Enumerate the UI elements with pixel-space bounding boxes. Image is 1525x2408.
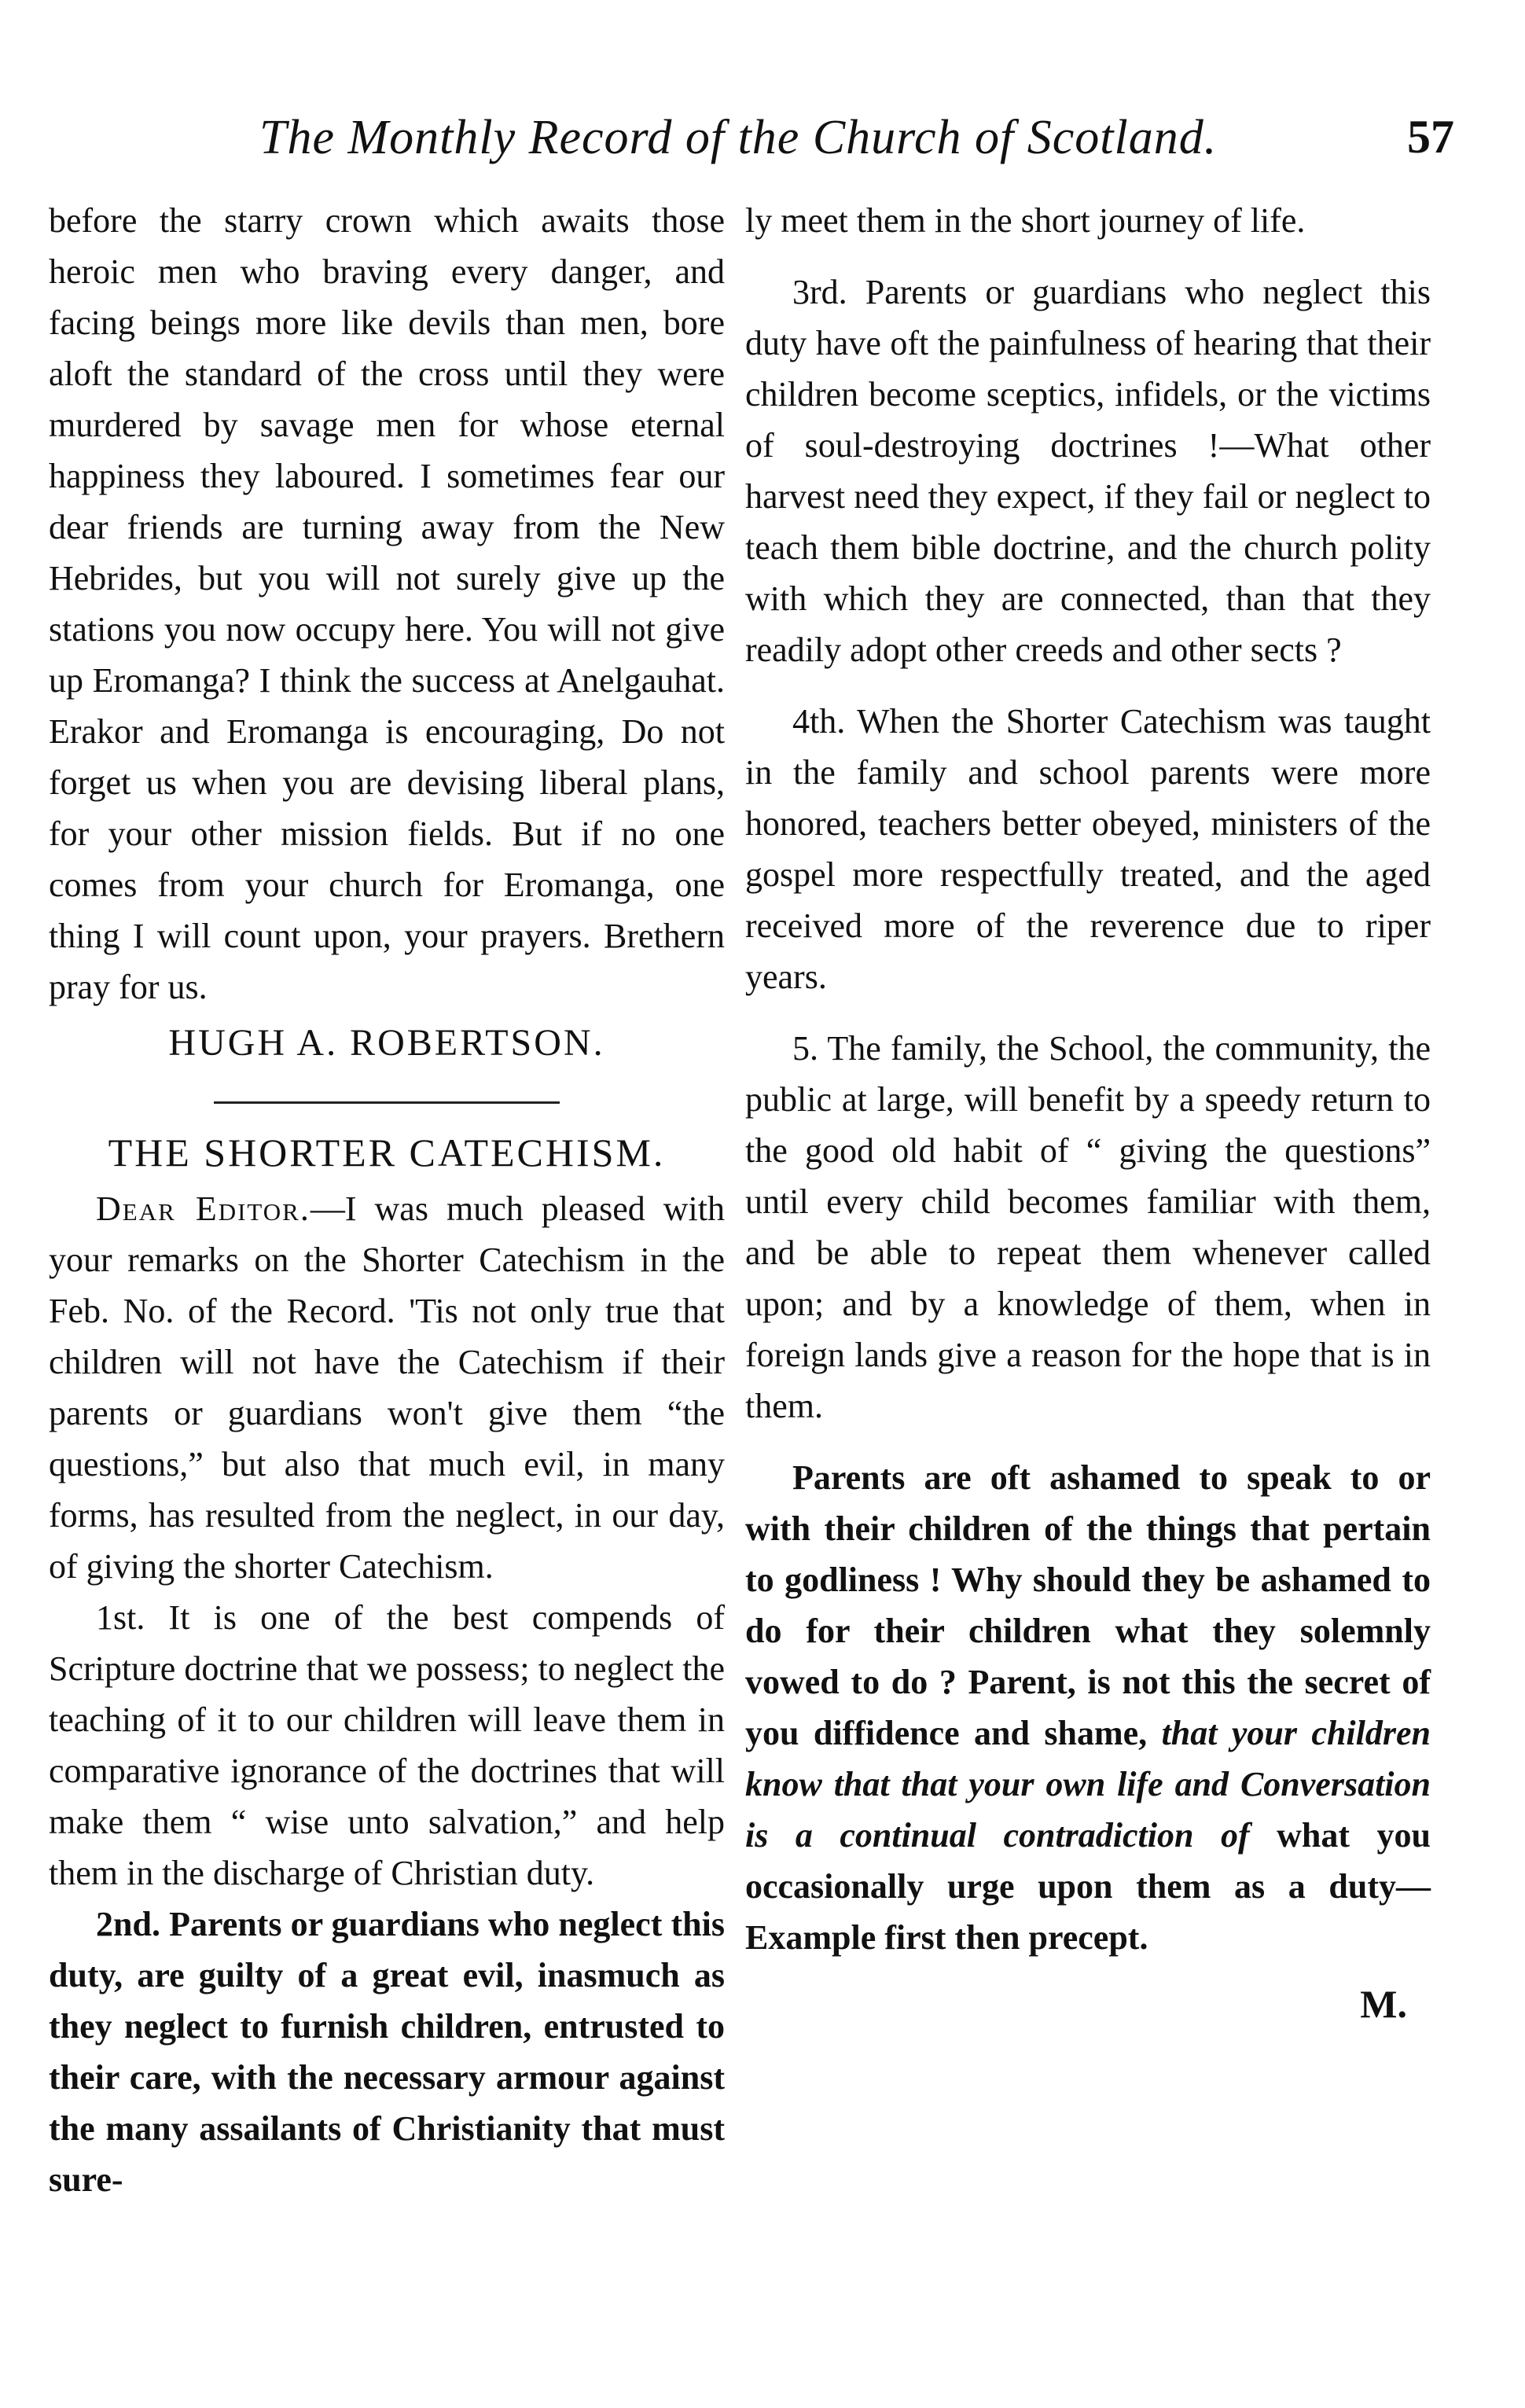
section-divider [214,1101,560,1104]
letter-signature: HUGH A. ROBERTSON. [168,1022,605,1064]
salutation: Dear Editor. [96,1189,311,1228]
intro-text: —I was much pleased with your remarks on the Shorter Catechism in the Feb. No. of the Record. 'Tis not only true that children will not have the Catechism if their parents or guardians won't give them “the questions,” but also that much evil, in many forms, has resulted from the neglect, in our day, of giving the shorter Catechism. [49,1189,725,1586]
point-first: 1st. It is one of the best compends of Scripture doctrine that we possess; to neglect the teaching of it to our children will leave them in comparative ignorance of the doctrines that will make them “ wise unto salvation,” and help them in the discharge of Christian duty. [49,1598,725,1892]
point-fifth: 5. The family, the School, the community, the public at large, will benefit by a speedy return to the good old habit of “ giving the questions” until every child becomes familiar with them, and be able to repeat them whenever called upon; and by a knowledge of them, when in foreign lands give a reason for the hope that is in them. [745,1029,1431,1425]
closing-emphasis: that your children know that that your own life and Conversation is a continual contradiction of [745,1714,1431,1855]
letter-ending: before the starry crown which awaits those heroic men who braving every danger, and facing beings more like devils than men, bore aloft the standard of the cross until they were murdered by savage men for whose eternal happiness they laboured. I sometimes fear our dear friends are turning away from the New Hebrides, but you will not surely give up the stations you now occupy here. You will not give up Eromanga? I think the success at Anelgauhat. Erakor and Eromanga is encouraging, Do not forget us when you are devising liberal plans, for your other mission fields. But if no one comes from your church for Eromanga, one thing I will count upon, your prayers. Brethern pray for us. [49,201,725,1006]
article-title: THE SHORTER CATECHISM. [108,1130,666,1175]
page-number: 57 [1407,111,1454,163]
left-column [49,195,725,2205]
point-third: 3rd. Parents or guardians who neglect this duty have oft the painfulness of hearing that their children become sceptics, infidels, or the victims of soul-destroying doctrines !—What other harvest need they expect, if they fail or neglect to teach them bible doctrine, and the church polity with which they are connected, than that they readily adopt other creeds and other sects ? [745,273,1431,669]
closing-text-end: what you occasionally urge upon them as a duty— Example first then precept. [745,1816,1431,1957]
article-intro-paragraph [49,1183,725,1592]
right-column [745,195,1431,2030]
closing-text: Parents are oft ashamed to speak to or with their children of the things that pertain to godliness ! Why should they be ashamed to do for their children what they solemnly vowed to do ? Parent, is not this the secret of you diffidence and shame, [745,1458,1431,1752]
point-second-continued: ly meet them in the short journey of life. [745,201,1306,240]
closing-paragraph [745,1452,1431,1963]
point-fourth: 4th. When the Shorter Catechism was taught in the family and school parents were more honored, teachers better obeyed, ministers of the gospel more respectfully treated, and the aged received more of the reverence due to riper years. [745,702,1431,996]
running-title: The Monthly Record of the Church of Scotland. [259,111,1218,164]
point-second: 2nd. Parents or guardians who neglect this duty, are guilty of a great evil, inasmuch as they neglect to furnish children, entrusted to their care, with the necessary armour against the many assailants of Christianity that must sure- [49,1905,725,2199]
running-header [236,110,1454,181]
author-initial: M. [1360,1982,1407,2026]
